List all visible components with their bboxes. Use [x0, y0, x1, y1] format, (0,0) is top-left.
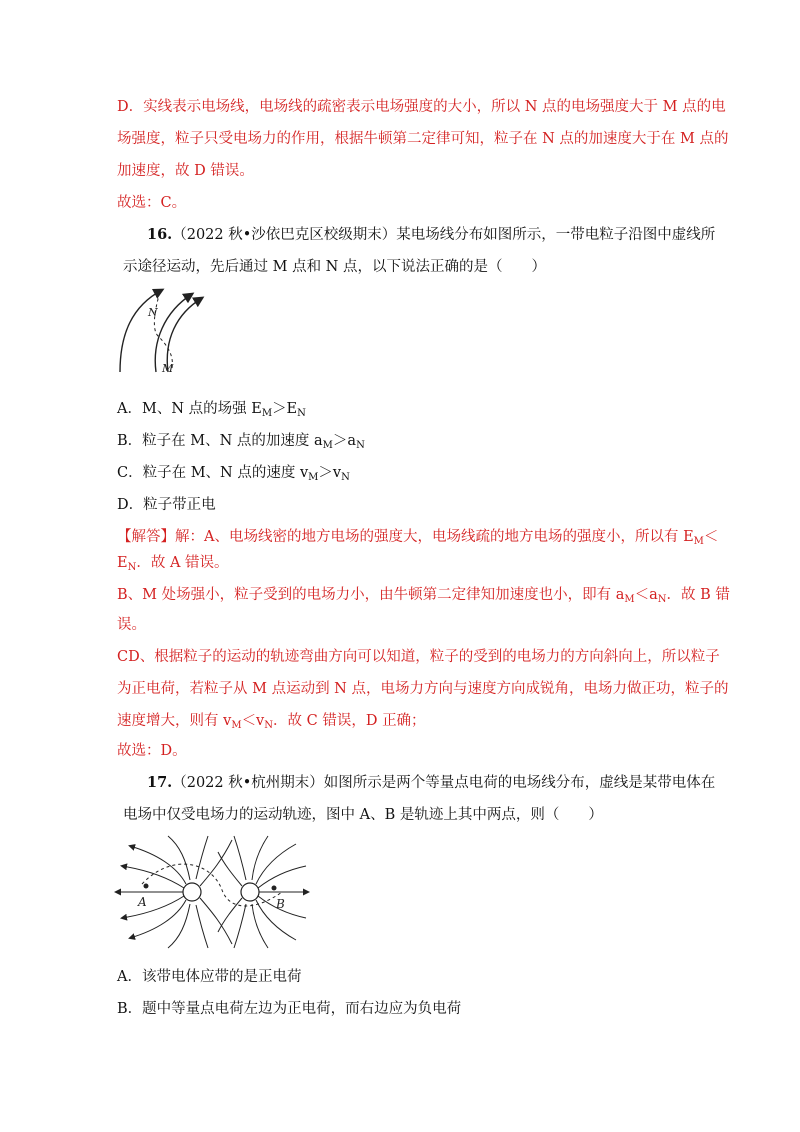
- q16-choice: 故选：D。: [117, 743, 187, 759]
- q16-field-line-figure: [112, 284, 222, 376]
- q16-answer-b-line1: B、M 处场强小，粒子受到的电场力小，由牛顿第二定律知加速度也小，即有 $a_M<a_N$．故 B 错: [117, 587, 730, 605]
- q16-label-m: M: [162, 362, 174, 375]
- q16-answer-b-line2: 误。: [117, 617, 146, 633]
- q17-option-a: A．该带电体应带的是正电荷: [117, 969, 302, 985]
- q16-label-n: N: [148, 306, 158, 319]
- prev-answer-d-line1: D．实线表示电场线，电场线的疏密表示电场强度的大小，所以 N 点的电场强度大于 M 点的电: [117, 99, 726, 115]
- q17-number: 17.: [147, 774, 173, 791]
- q16-number: 16.: [147, 226, 173, 243]
- q16-answer-cd-line3: 速度增大，则有 $v_M<v_N$．故 C 错误，D 正确；: [117, 713, 426, 731]
- q17-label-a: A: [138, 895, 147, 909]
- prev-answer-d-line3: 加速度，故 D 错误。: [117, 163, 254, 179]
- answer-tag: 【解答】: [117, 529, 175, 545]
- q16-answer-line1: 【解答】解：A、电场线密的地方电场的强度大，电场线疏的地方电场的强度小，所以有 $E_M<$: [117, 529, 719, 547]
- q17-stem-line1: 17.（2022 秋•杭州期末）如图所示是两个等量点电荷的电场线分布，虚线是某带电体在: [147, 774, 716, 791]
- q16-answer-line2: $E_N$．故 A 错误。: [117, 555, 229, 573]
- q16-stem-line1: 16.（2022 秋•沙依巴克区校级期末）某电场线分布如图所示，一带电粒子沿图中虚线所: [147, 226, 716, 243]
- q16-option-c: C．粒子在 M、N 点的速度 $v_M>v_N$: [117, 465, 350, 483]
- q17-dipole-field-figure: [112, 832, 312, 954]
- q16-option-d: D．粒子带正电: [117, 497, 216, 513]
- q17-option-b: B．题中等量点电荷左边为正电荷，而右边应为负电荷: [117, 1001, 462, 1017]
- q16-option-a: A．M、N 点的场强 $E_M>E_N$: [117, 401, 306, 419]
- q17-stem-line2: 电场中仅受电场力的运动轨迹，图中 A、B 是轨迹上其中两点，则（ ）: [123, 807, 603, 823]
- q16-option-b: B．粒子在 M、N 点的加速度 $a_M>a_N$: [117, 433, 365, 451]
- q17-label-b: B: [276, 897, 285, 911]
- q16-answer-cd-line1: CD、根据粒子的运动的轨迹弯曲方向可以知道，粒子的受到的电场力的方向斜向上，所以粒子: [117, 649, 720, 665]
- q16-answer-cd-line2: 为正电荷，若粒子从 M 点运动到 N 点，电场力方向与速度方向成锐角，电场力做正功，粒子的: [117, 681, 729, 697]
- q16-stem-line2: 示途径运动，先后通过 M 点和 N 点，以下说法正确的是（ ）: [123, 259, 546, 275]
- prev-answer-choice: 故选：C。: [117, 195, 187, 211]
- prev-answer-d-line2: 场强度，粒子只受电场力的作用，根据牛顿第二定律可知，粒子在 N 点的加速度大于在 M 点的: [117, 131, 729, 147]
